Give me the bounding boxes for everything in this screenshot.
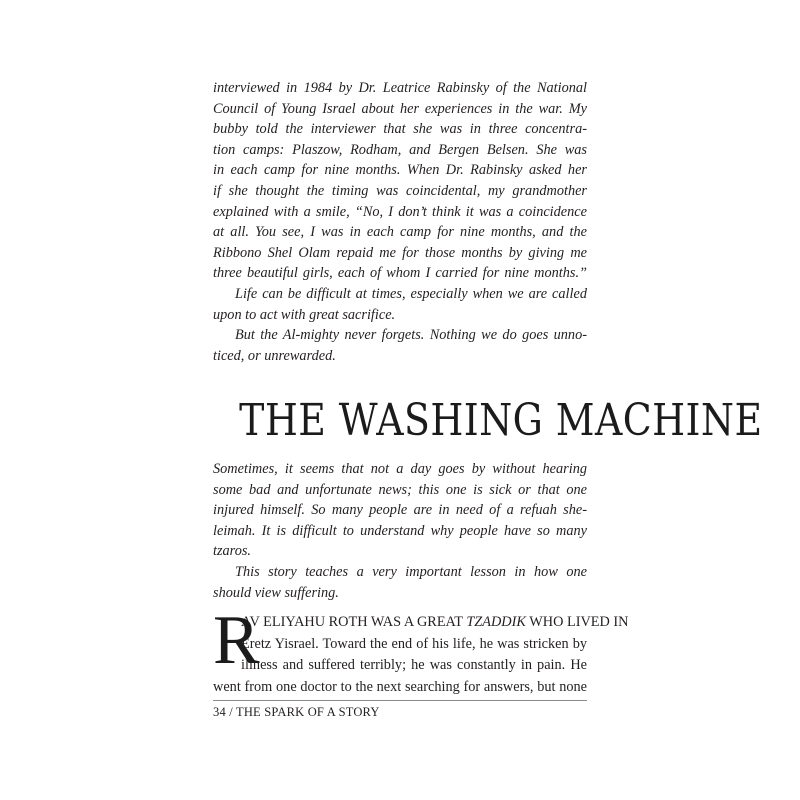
text-line: This story teaches a very important lesson in how one — [235, 563, 587, 580]
text-line: Sometimes, it seems that not a day goes by without hearing — [213, 461, 587, 477]
text-line: But the Al-mighty never forgets. Nothing we do goes unno- — [235, 327, 587, 344]
intro-text — [213, 78, 587, 366]
intro-paragraph-2 — [213, 284, 587, 325]
intro-paragraph-1 — [213, 78, 587, 284]
small-caps-rest: WHO LIVED IN — [525, 614, 629, 630]
text-line: leimah. It is difficult to understand why people have so many — [213, 522, 587, 539]
text-line: Ribbono Shel Olam repaid me for those months by giving me — [213, 244, 587, 261]
page-footer: 34 / THE SPARK OF A STORY — [213, 700, 587, 720]
text-line: tzaros. — [213, 543, 252, 560]
text-line: illness and suffered terribly; he was constantly in pain. He — [241, 657, 587, 673]
text-line: should view suffering. — [213, 584, 339, 601]
story-intro-text — [213, 459, 587, 603]
drop-cap: R — [213, 602, 260, 679]
text-line: ticed, or unrewarded. — [213, 347, 336, 364]
text-line: went from one doctor to the next searching for answers, but none — [213, 678, 587, 695]
text-line — [213, 612, 629, 634]
small-caps-opening: AV ELIYAHU ROTH WAS A GREAT — [241, 614, 467, 630]
text-line: tion camps: Plaszow, Rodham, and Bergen Belsen. She was — [213, 141, 587, 158]
intro-paragraph-3 — [213, 325, 587, 366]
text-line: interviewed in 1984 by Dr. Leatrice Rabinsky of the National — [213, 80, 587, 96]
story-intro-paragraph-2 — [213, 562, 587, 603]
story-intro-paragraph-1 — [213, 459, 587, 562]
italic-word: TZADDIK — [466, 614, 526, 630]
text-line: injured himself. So many people are in need of a refuah she- — [213, 502, 587, 519]
text-line: some bad and unfortunate news; this one is sick or that one — [213, 481, 587, 498]
text-line: if she thought the timing was coincidental, my grandmother — [213, 182, 587, 199]
text-line: Life can be difficult at times, especially when we are called — [235, 285, 587, 302]
text-line: three beautiful girls, each of whom I carried for nine months.” — [213, 265, 587, 282]
story-body — [213, 602, 629, 698]
text-line: upon to act with great sacrifice. — [213, 306, 396, 323]
story-title: THE WASHING MACHINE — [239, 395, 763, 447]
text-line: Eretz Yisrael. Toward the end of his life, he was stricken by — [241, 635, 587, 652]
text-line: explained with a smile, “No, I don’t think it was a coincidence — [213, 203, 587, 220]
text-line: at all. You see, I was in each camp for nine months, and the — [213, 224, 587, 241]
text-line: in each camp for nine months. When Dr. Rabinsky asked her — [213, 162, 587, 179]
text-line: Council of Young Israel about her experiences in the war. My — [213, 100, 587, 117]
text-line: bubby told the interviewer that she was in three concentra- — [213, 121, 587, 138]
